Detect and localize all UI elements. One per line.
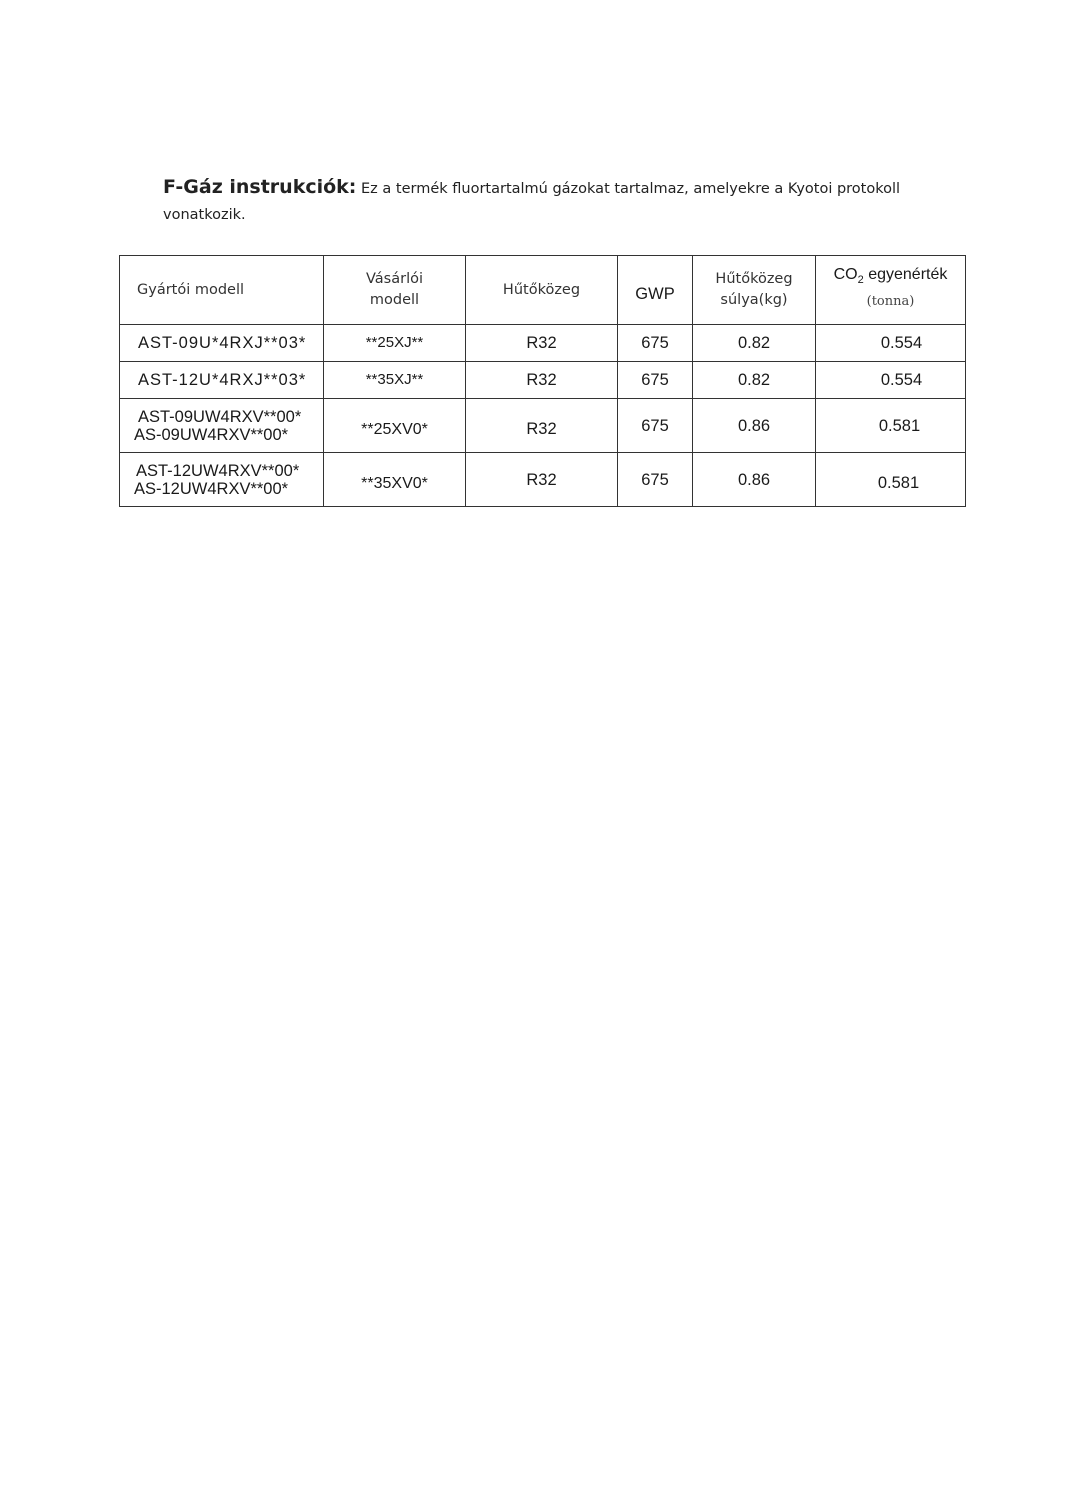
cell-refrigerant: R32 bbox=[466, 399, 618, 453]
header-customer-model-line2: modell bbox=[369, 292, 420, 308]
header-refrigerant-weight bbox=[693, 256, 816, 325]
header-co2-title bbox=[833, 266, 948, 287]
header-customer-model-line1: Vásárlói bbox=[365, 271, 423, 287]
header-weight-line2: súlya(kg) bbox=[720, 292, 788, 308]
cell-manufacturer-model bbox=[120, 325, 324, 362]
cell-weight: 0.86 bbox=[693, 399, 816, 453]
header-co2-suffix: egyenérték bbox=[863, 266, 948, 283]
manufacturer-model-line2: AS-12UW4RXV**00* bbox=[134, 479, 289, 498]
header-manufacturer-model: Gyártói modell bbox=[120, 256, 324, 325]
table-row bbox=[120, 453, 966, 507]
header-gwp bbox=[618, 256, 693, 325]
table-row bbox=[120, 362, 966, 399]
cell-co2: 0.554 bbox=[816, 362, 966, 399]
cell-gwp: 675 bbox=[618, 325, 693, 362]
cell-customer-model: **25XV0* bbox=[324, 399, 466, 453]
cell-customer-model: **35XJ** bbox=[324, 362, 466, 399]
fgas-table bbox=[119, 255, 966, 507]
header-co2-subscript: 2 bbox=[857, 274, 864, 287]
fgas-intro-text: Ez a termék fluortartalmú gázokat tartalmaz, amelyekre a Kyotoi protokoll vonatkozik. bbox=[163, 181, 901, 223]
header-co2-unit: (tonna) bbox=[866, 294, 915, 310]
cell-weight: 0.86 bbox=[693, 453, 816, 507]
manufacturer-model-line2: AS-09UW4RXV**00* bbox=[134, 425, 289, 444]
header-weight-line1: Hűtőközeg bbox=[715, 271, 793, 287]
fgas-intro bbox=[163, 174, 943, 228]
table-row bbox=[120, 399, 966, 453]
header-co2-prefix: CO bbox=[833, 266, 858, 283]
fgas-heading: F-Gáz instrukciók: bbox=[163, 176, 357, 198]
header-co2-equivalent bbox=[816, 256, 966, 325]
cell-refrigerant: R32 bbox=[466, 453, 618, 507]
cell-manufacturer-model bbox=[120, 453, 324, 507]
manufacturer-model-line1: AST-09UW4RXV**00* bbox=[138, 407, 302, 426]
cell-customer-model: **25XJ** bbox=[324, 325, 466, 362]
cell-co2: 0.554 bbox=[816, 325, 966, 362]
cell-manufacturer-model bbox=[120, 399, 324, 453]
cell-refrigerant: R32 bbox=[466, 362, 618, 399]
cell-gwp: 675 bbox=[618, 362, 693, 399]
header-gwp-label: GWP bbox=[635, 284, 675, 303]
table-row bbox=[120, 325, 966, 362]
manufacturer-model-line1: AST-09U*4RXJ**03* bbox=[138, 334, 307, 352]
table-header-row bbox=[120, 256, 966, 325]
manufacturer-model-line1: AST-12U*4RXJ**03* bbox=[138, 371, 307, 389]
cell-gwp: 675 bbox=[618, 453, 693, 507]
cell-weight: 0.82 bbox=[693, 325, 816, 362]
manufacturer-model-line1: AST-12UW4RXV**00* bbox=[136, 461, 300, 480]
cell-customer-model: **35XV0* bbox=[324, 453, 466, 507]
header-refrigerant: Hűtőközeg bbox=[466, 256, 618, 325]
cell-refrigerant: R32 bbox=[466, 325, 618, 362]
cell-weight: 0.82 bbox=[693, 362, 816, 399]
cell-manufacturer-model bbox=[120, 362, 324, 399]
cell-co2: 0.581 bbox=[816, 399, 966, 453]
cell-co2: 0.581 bbox=[816, 453, 966, 507]
header-customer-model bbox=[324, 256, 466, 325]
cell-gwp: 675 bbox=[618, 399, 693, 453]
